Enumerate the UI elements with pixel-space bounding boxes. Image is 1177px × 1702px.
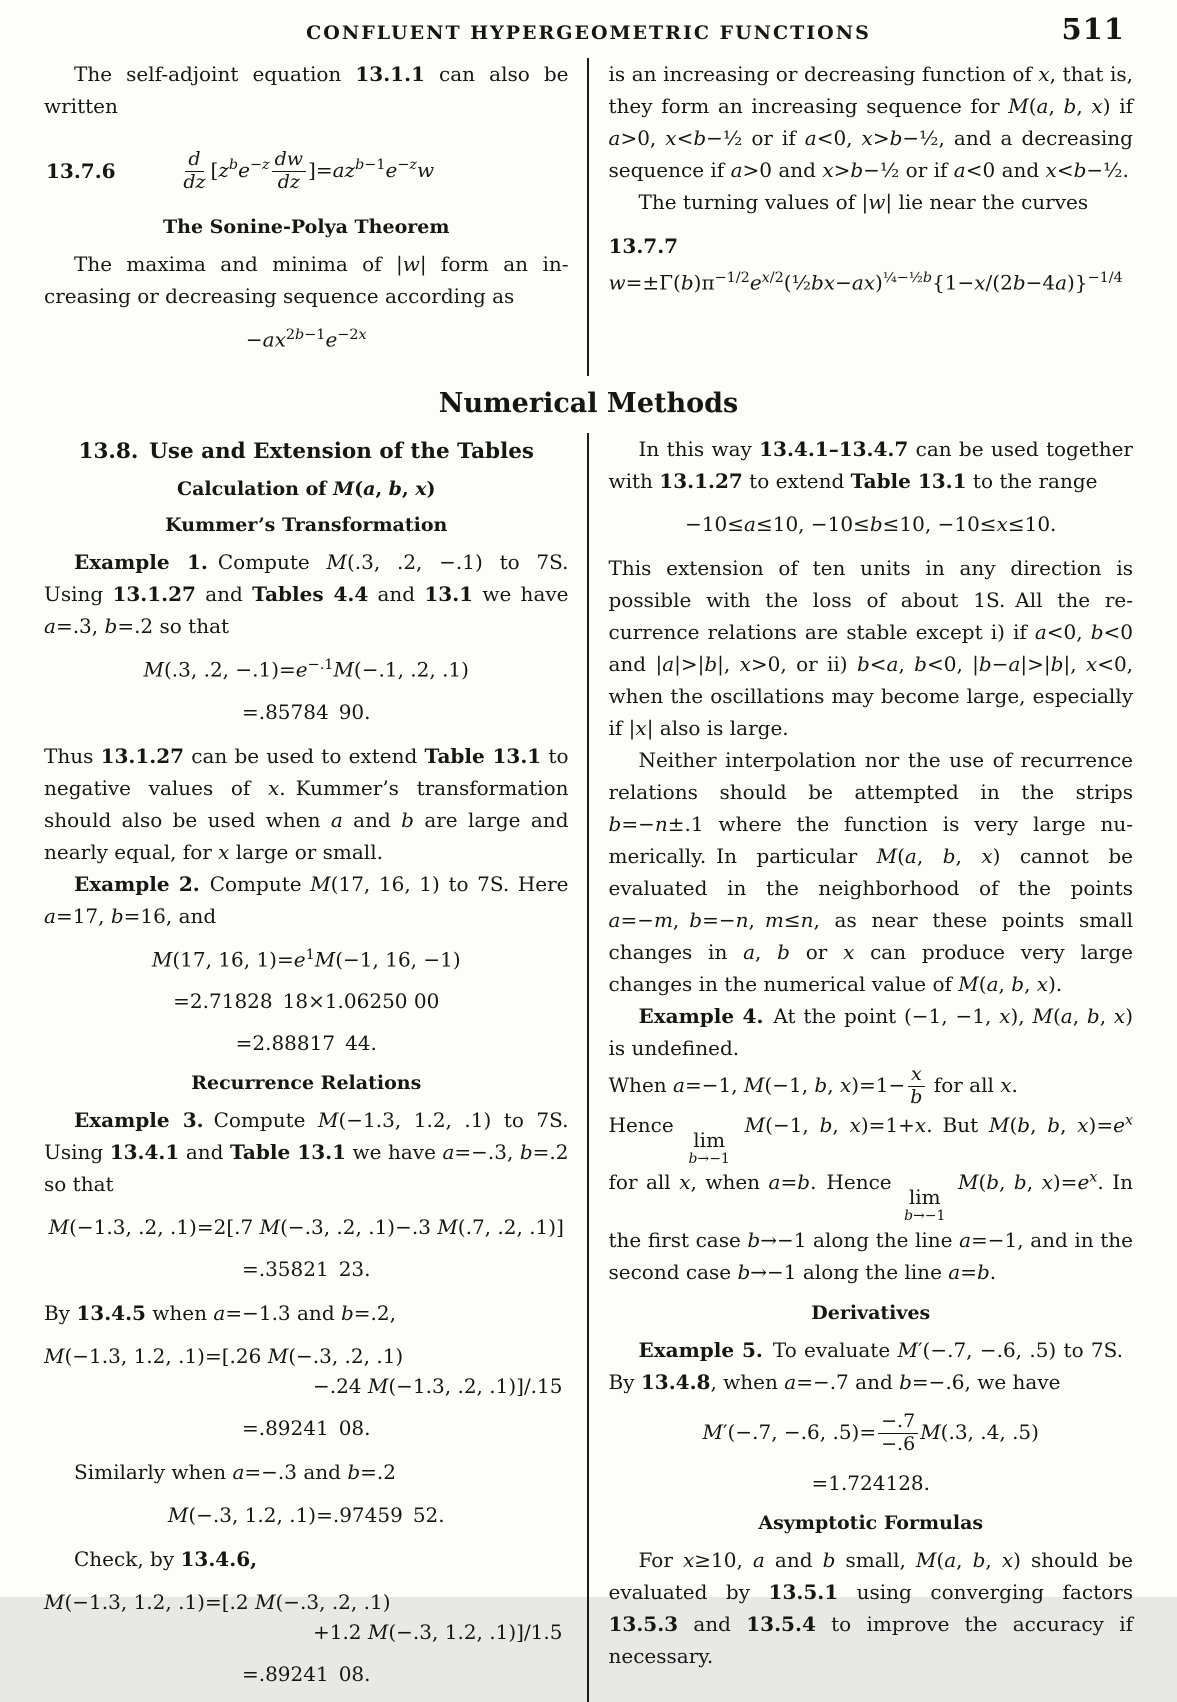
equation: $w=\pm\Gamma(b)\pi^{-1/2}e^{x/2}(\frac{1}{2}bx-ax)^{\frac{1}{4}-\frac{1}{2}b}\{1-x/(2b-4a)\}^{-1/4}$ xyxy=(608,270,1123,295)
subsection-heading: Recurrence Relations xyxy=(191,1072,422,1095)
equation xyxy=(44,1341,569,1401)
paragraph: Neither interpolation nor the use of recurrence relations should be attempted in the strips b=−n±.1 where the function is very large numerically. In particular M(a, b, x) cannot be evaluated in the neighborhood of the points a=−m, b=−n, m≤n, as near these points small changes in a, b or x can produce very large changes in the numerical value of M(a, b, x). xyxy=(608,748,1134,996)
paragraph: In this way 13.4.1–13.4.7 can be used together with 13.1.27 to extend Table 13.1 to the range xyxy=(608,437,1133,493)
paragraph: By 13.4.5 when a=−1.3 and b=.2, xyxy=(44,1301,396,1326)
bottom-left-column xyxy=(44,433,587,1702)
equation-number: 13.7.7 xyxy=(608,234,679,258)
page-number: 511 xyxy=(1061,12,1125,46)
paragraph: Hence lim b→−1 M(−1, b, x)=1+x. But M(b, b, $x)=e^x$ for all x, when a=b. Hence lim b→−1 M(b, b, $x)=e^x$. In the first case b→−1 along the line a=−1, and in the second case b→−1 along the line a=b. xyxy=(608,1112,1134,1285)
subsection-heading: Asymptotic Formulas xyxy=(758,1511,984,1534)
bottom-section xyxy=(44,433,1133,1702)
page-header xyxy=(44,12,1133,58)
equation: M(.3, .2, $-.1)=e^{-.1}M(-.1$, .2, .1) xyxy=(143,657,469,682)
paragraph: Example 1. Compute M(.3, .2, −.1) to 7S. Using 13.1.27 and Tables 4.4 and 13.1 we have a=.3, b=.2 so that xyxy=(44,550,569,638)
equation: =.89241 08. xyxy=(241,1416,371,1441)
equation: $\frac{d}{dz}$ [$z^be^{-z}$ $\frac{dw}{dz}$ ]$=az^{b-1}e^{-z}w$ xyxy=(183,147,435,193)
top-right-column xyxy=(589,58,1134,376)
equation: =2.88817 44. xyxy=(235,1031,377,1056)
paragraph: Example 3. Compute M(−1.3, 1.2, .1) to 7S. Using 13.4.1 and Table 13.1 we have a=−.3, b=.2 so that xyxy=(44,1108,569,1197)
paragraph: This extension of ten units in any direction is possible with the loss of about 1S. All the recurrence relations are stable except i) if a<0, b<0 and |a|>|b|, x>0, or ii) b<a, b<0, |b−a|>|b|, x<0, when the oscillations may become large, especially if |x| also is large. xyxy=(608,556,1134,740)
paragraph: The maxima and minima of |w| form an increasing or decreasing sequence according as xyxy=(44,252,569,308)
paragraph: Example 2. Compute M(17, 16, 1) to 7S. Here a=17, b=16, and xyxy=(44,871,569,928)
paragraph: Example 4. At the point (−1, −1, x), M(a, b, x) is undefined. xyxy=(608,1004,1133,1060)
equation: =.85784 90. xyxy=(241,699,371,724)
equation-line: M(−1.3, 1.2, .1)=[.2 M(−.3, .2, .1) xyxy=(44,1590,391,1615)
equation-line: M(−1.3, 1.2, .1)=[.26 M(−.3, .2, .1) xyxy=(44,1344,404,1369)
paragraph: Thus 13.1.27 can be used to extend Table 13.1 to negative values of x. Kummer’s transformation should also be used when a and b are large and nearly equal, for x large or small. xyxy=(44,743,569,864)
paragraph: Similarly when a=−.3 and b=.2 xyxy=(74,1460,396,1485)
equation: =.89241 08. xyxy=(241,1662,371,1687)
equation: M(17, 16, $1)=e^1M(-1$, 16, −1) xyxy=(151,946,461,972)
subsection-heading: Calculation of M(a, b, x) xyxy=(176,478,436,500)
equation: $-ax^{2b-1}e^{-2x}$ xyxy=(245,327,367,352)
equation xyxy=(44,1587,569,1647)
equation-line: +1.2 M(−.3, 1.2, .1)]/1.5 xyxy=(312,1620,563,1645)
equation: M′(−.7, −.6, .5)= $\frac{-.7}{-.6}$ M(.3, .4, .5) xyxy=(702,1410,1039,1455)
running-head: CONFLUENT HYPERGEOMETRIC FUNCTIONS xyxy=(306,22,871,44)
subsection-heading: Derivatives xyxy=(811,1302,931,1325)
equation: =.35821 23. xyxy=(241,1257,371,1282)
equation-number: 13.7.6 xyxy=(46,159,116,183)
subsection-heading: 13.8. Use and Extension of the Tables xyxy=(78,439,535,464)
equation: −10≤a≤10, −10≤b≤10, −10≤x≤10. xyxy=(685,512,1057,536)
equation-line: −.24 M(−1.3, .2, .1)]/.15 xyxy=(312,1374,563,1399)
numbered-equation xyxy=(44,142,569,200)
paragraph: is an increasing or decreasing function of x, that is, they form an increasing sequence for M(a, b, x) if a>0, x<b−½ or if a<0, x>b−½, and a decreasing sequence if a>0 and x>b−½ or if a<0 and x<b−½. xyxy=(608,62,1133,182)
bottom-right-column xyxy=(589,433,1134,1702)
top-section xyxy=(44,58,1133,376)
paragraph: Check, by 13.4.6, xyxy=(74,1547,258,1572)
paragraph: The turning values of |w| lie near the curves xyxy=(638,190,1089,214)
equation: =1.724128. xyxy=(811,1470,931,1495)
paragraph: When a=−1, M(−1, b, x)=1− $\frac{x}{b}$ for all x. xyxy=(608,1063,1018,1108)
equation: =2.71828 18×1.06250 00 xyxy=(173,989,440,1014)
section-heading: Numerical Methods xyxy=(438,388,739,419)
paragraph: For x≥10, a and b small, M(a, b, x) should be evaluated by 13.5.1 using converging factors 13.5.3 and 13.5.4 to improve the accuracy if necessary. xyxy=(608,1547,1134,1668)
paragraph: Example 5. To evaluate M′(−.7, −.6, .5) to 7S. By 13.4.8, when a=−.7 and b=−.6, we have xyxy=(608,1338,1134,1395)
subsection-heading: The Sonine-Polya Theorem xyxy=(163,216,450,238)
paragraph: The self-adjoint equation 13.1.1 can also be written xyxy=(44,62,569,118)
subsection-heading: Kummer’s Transformation xyxy=(165,514,448,536)
equation: M(−.3, 1.2, .1)=.97459 52. xyxy=(167,1503,445,1528)
equation: M(−1.3, .2, .1)=2[.7 M(−.3, .2, .1)−.3 M(.7, .2, .1)] xyxy=(48,1215,564,1240)
top-left-column xyxy=(44,58,587,376)
